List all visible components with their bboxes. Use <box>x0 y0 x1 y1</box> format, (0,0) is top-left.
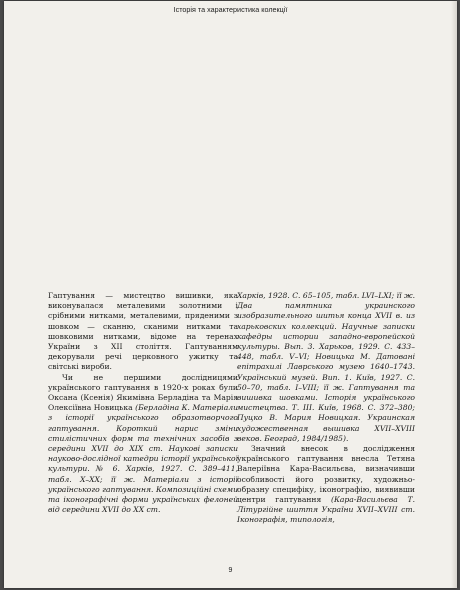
page-number: 9 <box>228 567 233 574</box>
paragraph-text: Чи не першими дослідницями українського гаптування в 1920-х роках були Оксана (Ксенія) Якимівна Берладіна та Марія Олексіївна Новицька <box>48 372 238 413</box>
document-page <box>4 1 457 588</box>
scan-shadow <box>451 1 457 588</box>
citation-text: (Берладіна К. Матеріали з історії українського образотворчого гаптування. Короткий нарис зміни стилістичних форм та технічних засобів з середини XVII до XIX ст. Наукові записки науково-дослідної катедри історії української культури. № 6. Харків, 1927. С. 389–411, табл. X–XX; її ж. Матеріали з історії українського гаптування. Композиційні схеми та іконографічні форми українських фелоней від середини XVII до XX ст. <box>48 403 238 515</box>
left-column <box>48 291 238 515</box>
citation-continued: Харків, 1928. С. 65–105, табл. LVI–LXI; її ж. Два памятника украинского изобразительного шитья конца XVII в. из харьковских коллекций. Научные записки кафедры истории западно-европейской культуры. Вып. 3. Харьков, 1929. С. 433–448, табл. V–VI; Новицька М. Датовані епітрахилі Лаврського музею 1640–1743. Український музей. Вип. 1. Київ, 1927. С. 50–70, табл. I–VIII; її ж. Гаптування та вишивка шовками. Історія українського мистецтва. Т. III. Київ, 1968. С. 372–380; Пуцко В. Мария Новицкая. Украинская художественная вышивка XVII–XVIII веков. Београд, 1984/1985). <box>237 291 415 443</box>
paragraph-intro: Гаптування — мистецтво вишивки, яка виконувалася металевими золотними і срібними нитками, металевими, пряденими з шовком — сканню, сканими нитками та шовковими нитками, відоме на теренах України з XII століття. Гаптуванням декорували речі церковного ужитку та світські вироби. <box>48 291 238 372</box>
paragraph-kara-vasylieva <box>237 444 415 526</box>
right-column <box>237 291 415 526</box>
running-head: Історія та характеристика колекції <box>173 5 288 14</box>
citation-text: (Кара-Васильєва Т. Літургійне шиття України XVII–XVIII ст. Іконографія, типологія, <box>237 495 415 525</box>
paragraph-researchers <box>48 373 238 516</box>
paragraph-text: Значний внесок в дослідження українського гаптування внесла Тетяна Валеріївна Кара-Васильєва, визначивши особливості його розвитку, художньо-образну специфіку, іконографію, виявивши центри гаптування <box>237 444 415 505</box>
